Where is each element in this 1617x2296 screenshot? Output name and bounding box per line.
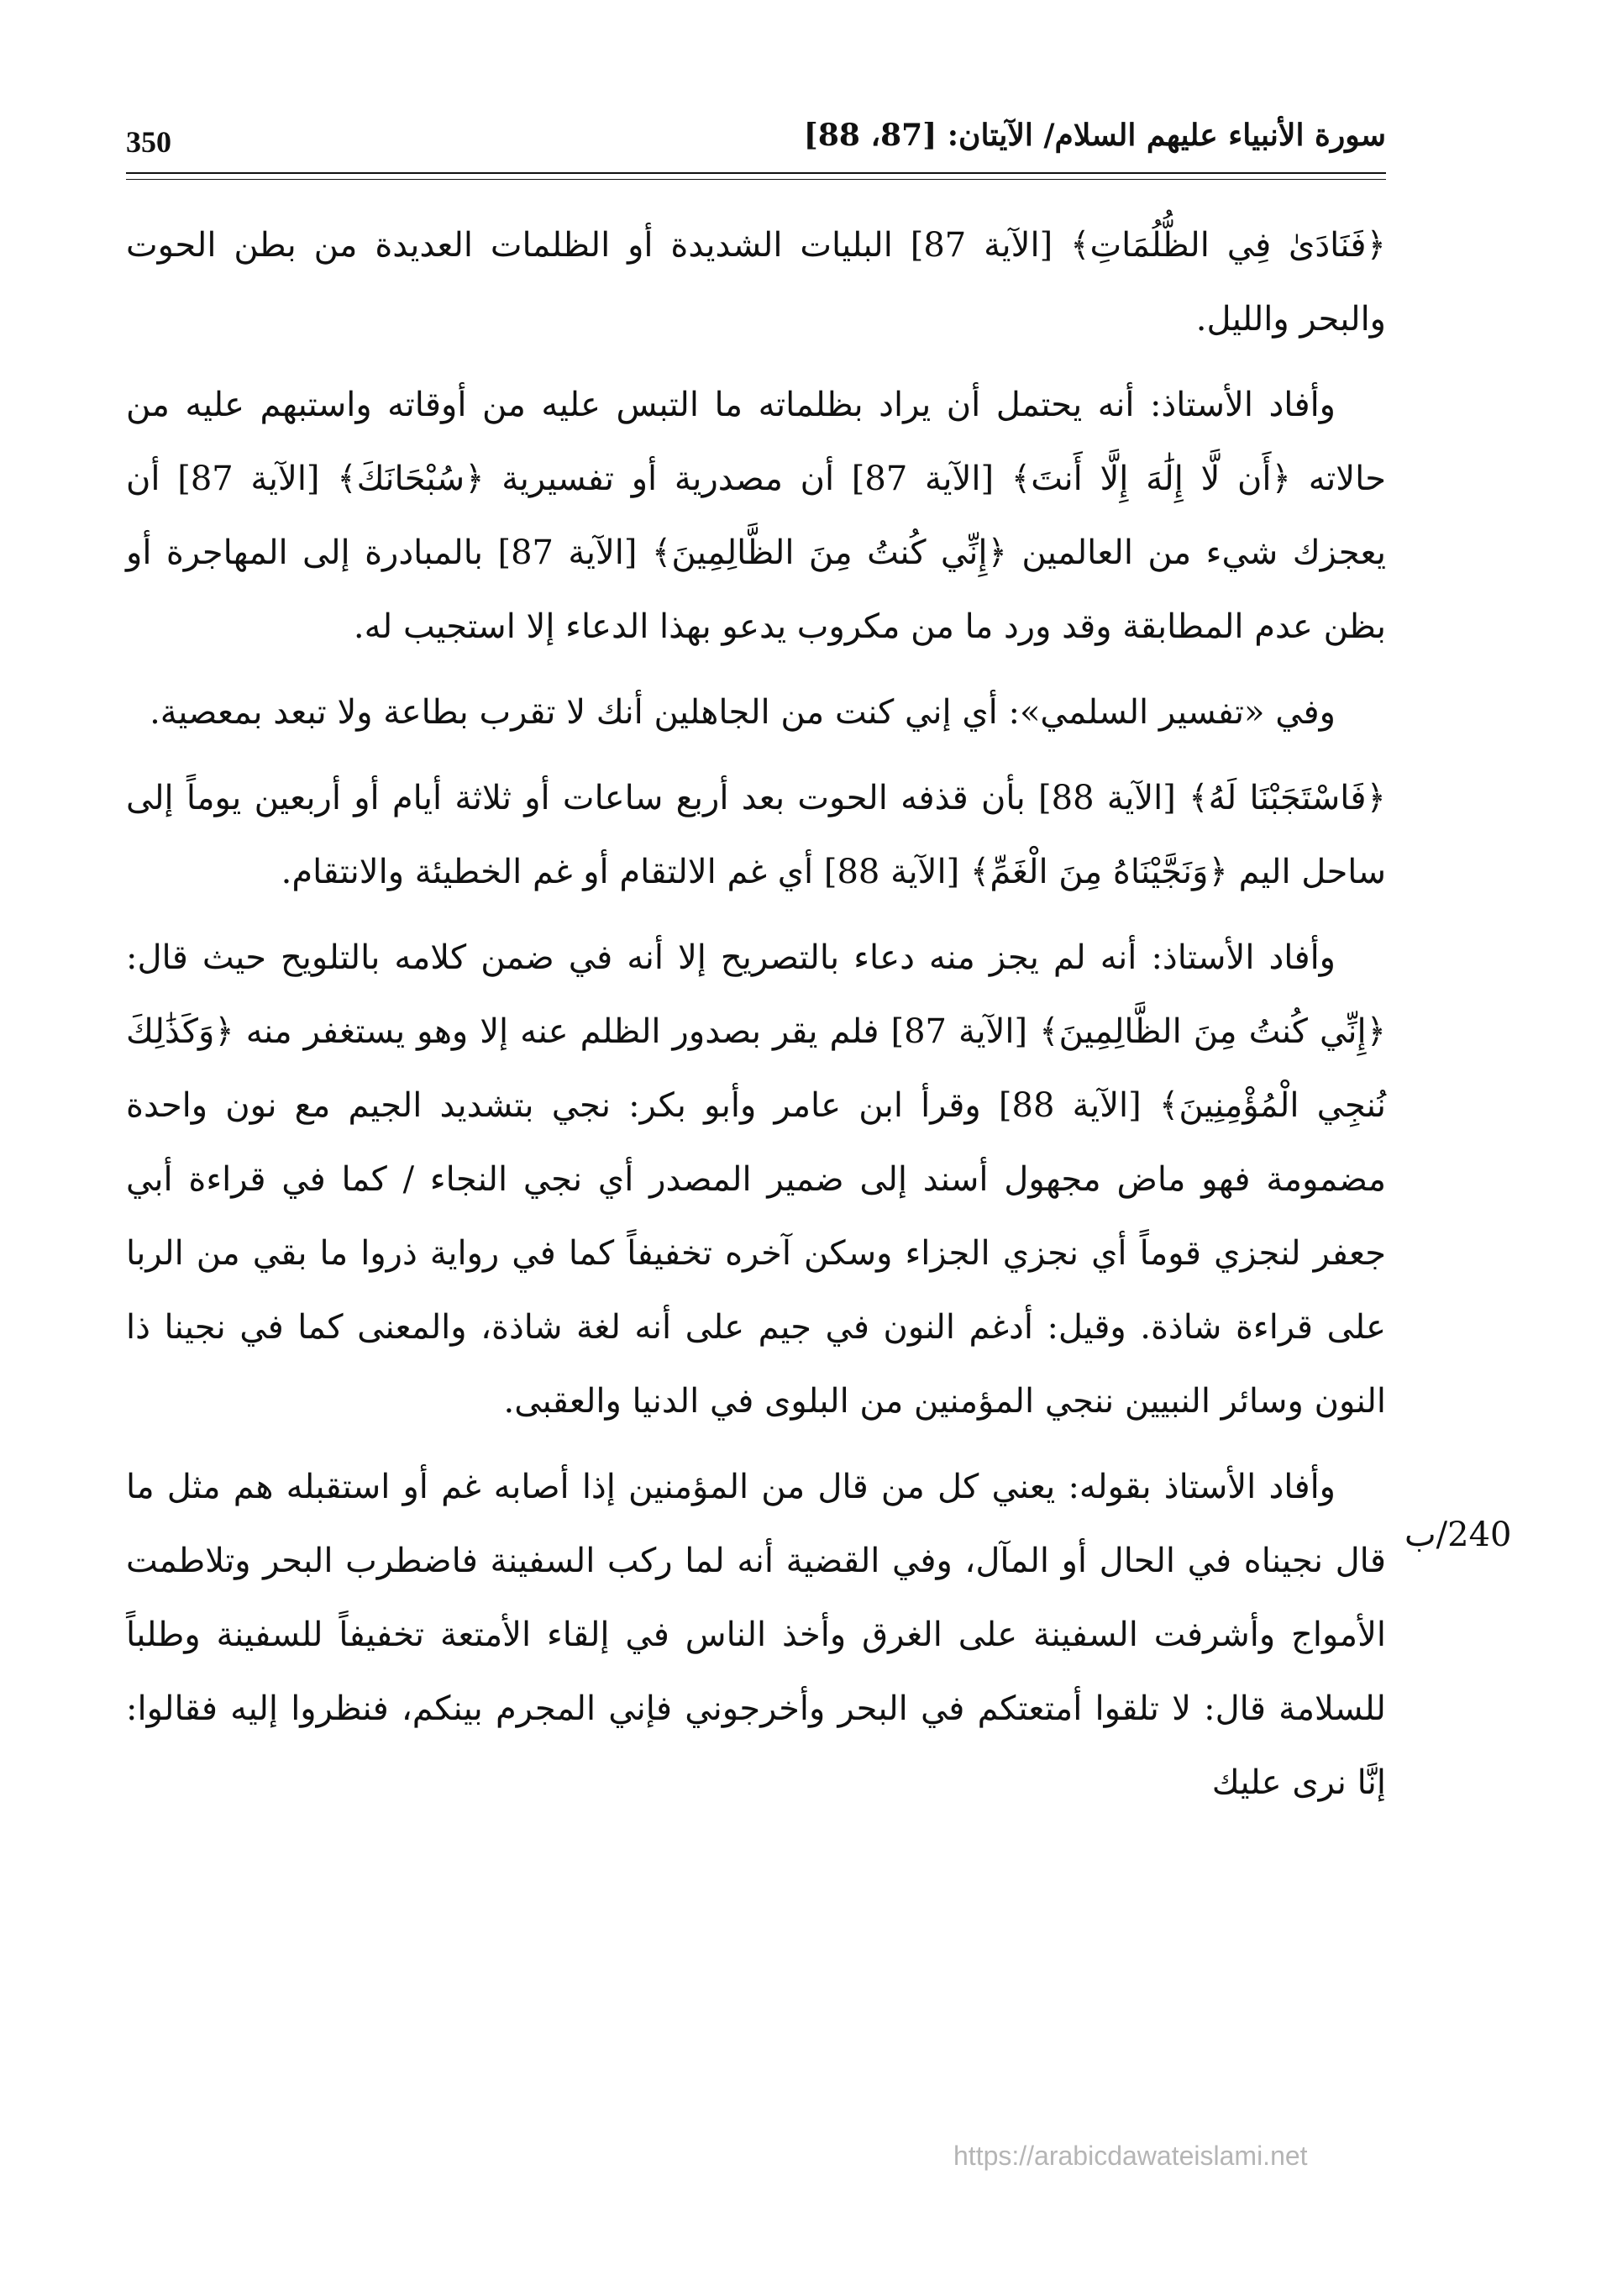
running-head: سورة الأنبياء عليهم السلام/ الآيتان: [87، 88] [803,118,1386,153]
page-number: 350 [126,125,171,159]
page-header [126,118,1386,165]
paragraph: ﴿فَنَادَىٰ فِي الظُّلُمَاتِ﴾ [الآية 87] البليات الشديدة أو الظلمات العديدة من بطن الحوت والبحر والليل. [126,226,1386,339]
paragraph: وفي «تفسير السلمي»: أي إني كنت من الجاهلين أنك لا تقرب بطاعة ولا تبعد بمعصية. [150,693,1336,732]
paragraph: وأفاد الأستاذ: أنه لم يجز منه دعاء بالتصريح إلا أنه في ضمن كلامه بالتلويح حيث قال: ﴿إِنِّي كُنتُ مِنَ الظَّالِمِينَ﴾ [الآية 87] فلم يقر بصدور الظلم عنه إلا وهو يستغفر منه ﴿وَكَذَٰلِكَ نُنجِي الْمُؤْمِنِينَ﴾ [الآية 88] وقرأ ابن عامر وأبو بكر: نجي بتشديد الجيم مع نون واحدة مضمومة فهو ماض مجهول أسند إلى ضمير المصدر أي نجي النجاء / كما في قراءة أبي جعفر لنجزي قوماً أي نجزي الجزاء وسكن آخره تخفيفاً كما في رواية ذروا ما بقي من الربا على قراءة شاذة. وقيل: أدغم النون في جيم على أنه لغة شاذة، والمعنى كما في نجينا ذا النون وسائر النبيين ننجي المؤمنين من البلوى في الدنيا والعقبى. [126,938,1387,1421]
paragraph: وأفاد الأستاذ: أنه يحتمل أن يراد بظلماته ما التبس عليه من أوقاته واستبهم عليه من حالاته ﴿أَن لَّا إِلَٰهَ إِلَّا أَنتَ﴾ [الآية 87] أن مصدرية أو تفسيرية ﴿سُبْحَانَكَ﴾ [الآية 87] أن يعجزك شيء من العالمين ﴿إِنِّي كُنتُ مِنَ الظَّالِمِينَ﴾ [الآية 87] بالمبادرة إلى المهاجرة أو بظن عدم المطابقة وقد ورد ما من مكروب يدعو بهذا الدعاء إلا استجيب له. [126,386,1386,646]
watermark-url: https://arabicdawateislami.net [953,2141,1308,2171]
body-text [126,208,1386,1831]
paragraph: ﴿فَاسْتَجَبْنَا لَهُ﴾ [الآية 88] بأن قذفه الحوت بعد أربع ساعات أو ثلاثة أيام أو أربعين يوماً إلى ساحل اليم ﴿وَنَجَّيْنَاهُ مِنَ الْغَمِّ﴾ [الآية 88] أي غم الالتقام أو غم الخطيئة والانتقام. [126,779,1386,891]
paragraph: وأفاد الأستاذ بقوله: يعني كل من قال من المؤمنين إذا أصابه غم أو استقبله هم مثل ما قال نجيناه في الحال أو المآل، وفي القضية أنه لما ركب السفينة فاضطرب البحر وتلاطمت الأمواج وأشرفت السفينة على الغرق وأخذ الناس في إلقاء الأمتعة تخفيفاً للسفينة وطلباً للسلامة قال: لا تلقوا أمتعتكم في البحر وأخرجوني فإني المجرم بينكم، فنظروا إليه فقالوا: إنَّا نرى عليك [126,1468,1386,1802]
header-rule [126,172,1386,174]
manuscript-folio-note: 240/ب [1404,1516,1512,1554]
header-rule-thin [126,179,1386,180]
